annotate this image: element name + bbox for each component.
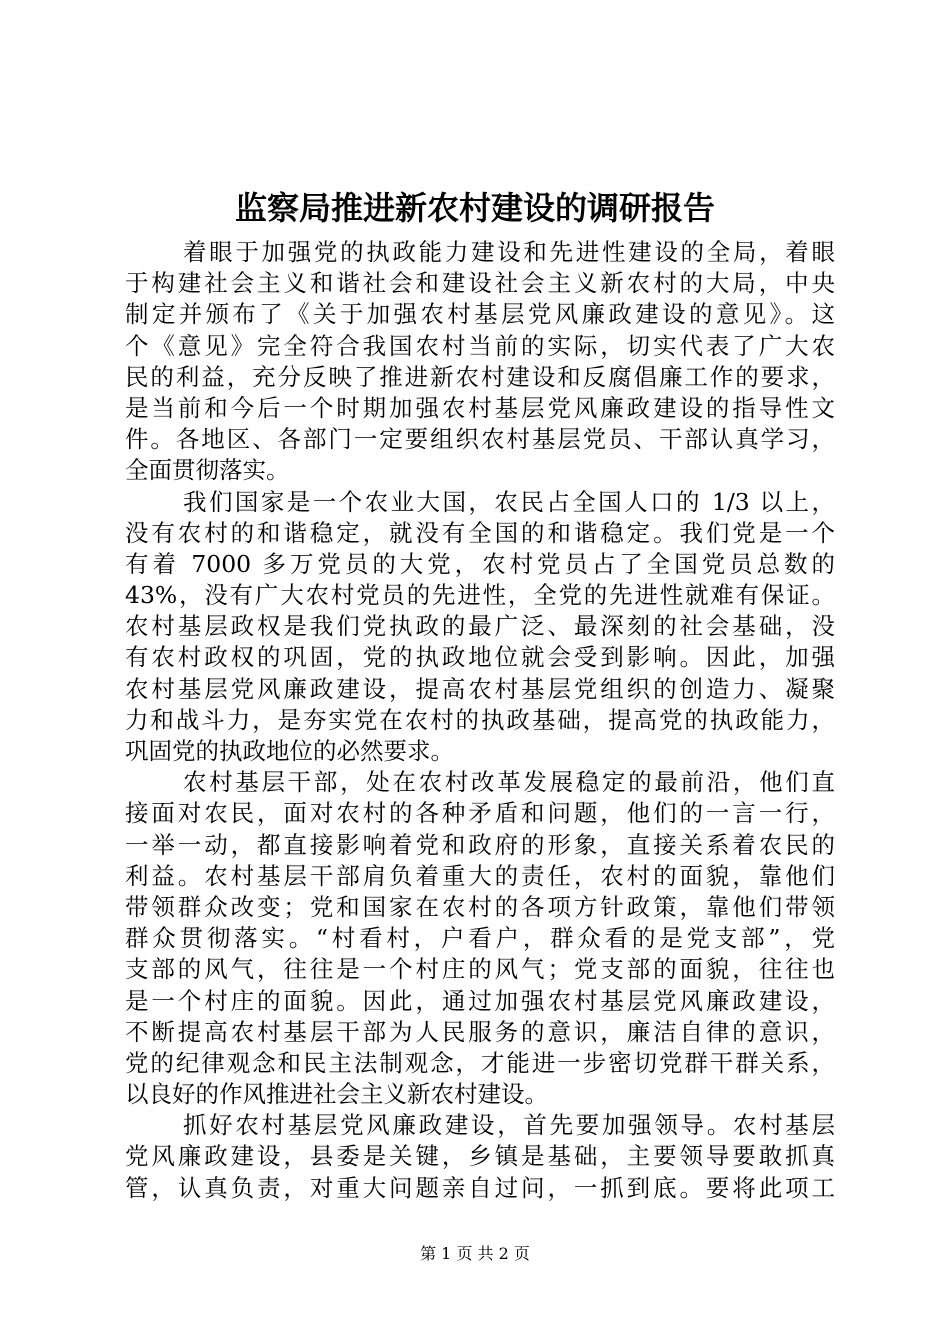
text-line: 件。各地区、各部门一定要组织农村基层党员、干部认真学习， — [125, 425, 835, 454]
text-line: 有着 7000 多万党员的大党，农村党员占了全国党员总数的 — [125, 549, 835, 578]
text-line: 抓好农村基层党风廉政建设，首先要加强领导。农村基层 — [183, 1111, 835, 1140]
text-line: 全面贯彻落实。 — [125, 456, 290, 485]
text-line: 个《意见》完全符合我国农村当前的实际，切实代表了广大农 — [125, 331, 835, 360]
text-line: 农村基层党风廉政建设，提高农村基层党组织的创造力、凝聚 — [125, 674, 835, 703]
text-line: 我们国家是一个农业大国，农民占全国人口的 1/3 以上， — [183, 487, 835, 516]
text-line: 43%，没有广大农村党员的先进性，全党的先进性就难有保证。 — [125, 581, 835, 610]
text-line: 带领群众改变；党和国家在农村的各项方针政策，靠他们带领 — [125, 892, 835, 921]
document-body — [125, 237, 835, 1204]
text-line: 农村基层政权是我们党执政的最广泛、最深刻的社会基础，没 — [125, 612, 835, 641]
text-line: 不断提高农村基层干部为人民服务的意识，廉洁自律的意识， — [125, 1017, 835, 1046]
paragraph — [125, 1110, 835, 1204]
text-line: 利益。农村基层干部肩负着重大的责任，农村的面貌，靠他们 — [125, 861, 835, 890]
text-line: 民的利益，充分反映了推进新农村建设和反腐倡廉工作的要求， — [125, 362, 835, 391]
text-line: 以良好的作风推进社会主义新农村建设。 — [125, 1080, 548, 1109]
text-line: 群众贯彻落实。“村看村，户看户，群众看的是党支部”，党 — [125, 924, 835, 953]
text-line: 支部的风气，往往是一个村庄的风气；党支部的面貌，往往也 — [125, 955, 835, 984]
text-line: 巩固党的执政地位的必然要求。 — [125, 737, 454, 765]
text-line: 党的纪律观念和民主法制观念，才能进一步密切党群干群关系， — [125, 1048, 835, 1077]
text-line: 党风廉政建设，县委是关键，乡镇是基础，主要领导要敢抓真 — [125, 1142, 835, 1171]
paragraph — [125, 767, 835, 1110]
page-footer: 第 1 页 共 2 页 — [420, 1244, 530, 1263]
text-line: 制定并颁布了《关于加强农村基层党风廉政建设的意见》。这 — [125, 300, 835, 329]
text-line: 有农村政权的巩固，党的执政地位就会受到影响。因此，加强 — [125, 643, 835, 672]
text-line: 农村基层干部，处在农村改革发展稳定的最前沿，他们直 — [183, 768, 835, 797]
paragraph — [125, 487, 835, 768]
text-line: 于构建社会主义和谐社会和建设社会主义新农村的大局，中央 — [125, 269, 835, 298]
text-line: 着眼于加强党的执政能力建设和先进性建设的全局，着眼 — [183, 238, 835, 266]
text-line: 一举一动，都直接影响着党和政府的形象，直接关系着农民的 — [125, 830, 835, 859]
text-line: 力和战斗力，是夯实党在农村的执政基础，提高党的执政能力， — [125, 705, 835, 734]
text-line: 是一个村庄的面貌。因此，通过加强农村基层党风廉政建设， — [125, 986, 835, 1015]
text-line: 接面对农民，面对农村的各种矛盾和问题，他们的一言一行， — [125, 799, 835, 828]
document-title: 监察局推进新农村建设的调研报告 — [234, 189, 715, 227]
text-line: 是当前和今后一个时期加强农村基层党风廉政建设的指导性文 — [125, 393, 835, 422]
paragraph — [125, 237, 835, 487]
text-line: 管，认真负责，对重大问题亲自过问，一抓到底。要将此项工 — [125, 1173, 835, 1202]
text-line: 没有农村的和谐稳定，就没有全国的和谐稳定。我们党是一个 — [125, 518, 835, 547]
